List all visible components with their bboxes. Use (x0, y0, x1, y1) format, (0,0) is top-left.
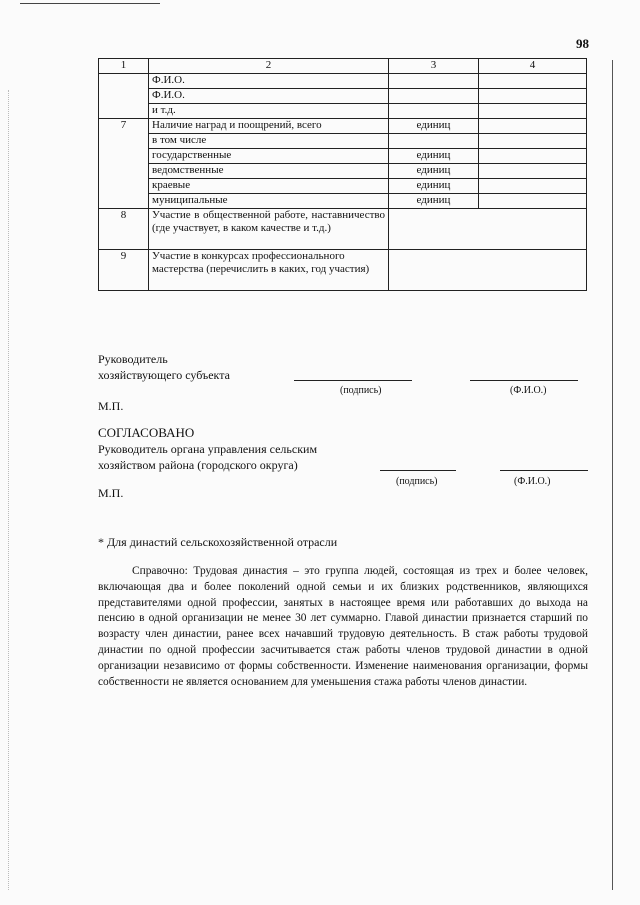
table-row (99, 74, 587, 89)
row-label: государственные (149, 149, 389, 164)
row-label: ведомственные (149, 164, 389, 179)
signature-line (380, 470, 456, 471)
dynasty-table (98, 58, 587, 291)
row-label: Ф.И.О. (149, 74, 389, 89)
row-value (479, 194, 587, 209)
num-cell-empty (99, 74, 149, 119)
row-value (479, 104, 587, 119)
row-number-9: 9 (99, 250, 149, 291)
row-value (479, 119, 587, 134)
row-value (389, 209, 587, 250)
signature-line (294, 380, 412, 381)
row-value (479, 179, 587, 194)
table-header-row (99, 59, 587, 74)
row-value (479, 134, 587, 149)
header-cell-4: 4 (479, 59, 587, 74)
table-row (99, 194, 587, 209)
row-value (479, 74, 587, 89)
table-row (99, 149, 587, 164)
signature-caption: (подпись) (340, 385, 382, 396)
fio-caption: (Ф.И.О.) (514, 476, 551, 487)
stamp-mark: М.П. (98, 399, 124, 413)
row-label: Участие в общественной работе, наставничество (где участвует, в каком качестве и т.д.) (149, 209, 389, 250)
reference-paragraph: Справочно: Трудовая династия – это группа людей, состоящая из трех и более человек, включающая два и более поколений одной семьи и их близких родственников, являющихся представителями одной профессии, занятых в настоящее время или работавших до выхода на пенсию в одной организации не менее 30 лет суммарно. Главой династии признается старший по возрасту член династии, ранее всех начавший трудовую деятельность. В стаж работы трудовой династии по одной профессии засчитывается стаж работы членов трудовой династии в одной организации независимо от формы собственности. Изменение наименования организации, формы собственности не является основанием для уменьшения стажа работы членов династии. (98, 565, 588, 688)
row-unit (389, 104, 479, 119)
row-value (479, 164, 587, 179)
table-row (99, 89, 587, 104)
row-value (479, 149, 587, 164)
table-row (99, 164, 587, 179)
scan-edge-right (612, 60, 613, 890)
row-unit: единиц (389, 164, 479, 179)
page-number: 98 (576, 36, 589, 51)
header-cell-2: 2 (149, 59, 389, 74)
row-unit: единиц (389, 179, 479, 194)
signer-title-line1: Руководитель (98, 352, 168, 366)
signer-title-line2: хозяйствующего субъекта (98, 368, 230, 382)
table-row (99, 179, 587, 194)
table-row (99, 104, 587, 119)
row-label: Участие в конкурсах профессионального мастерства (перечислить в каких, год участия) (149, 250, 389, 291)
scan-edge-left (8, 90, 9, 890)
fio-caption: (Ф.И.О.) (510, 385, 547, 396)
row-label: и т.д. (149, 104, 389, 119)
table-row (99, 250, 587, 291)
row-label: в том числе (149, 134, 389, 149)
row-unit (389, 74, 479, 89)
row-unit (389, 89, 479, 104)
signature-caption: (подпись) (396, 476, 438, 487)
row-unit: единиц (389, 149, 479, 164)
row-number-8: 8 (99, 209, 149, 250)
top-rule (20, 3, 160, 4)
row-unit: единиц (389, 194, 479, 209)
row-label: Ф.И.О. (149, 89, 389, 104)
fio-line (500, 470, 588, 471)
row-value (389, 250, 587, 291)
table-row (99, 134, 587, 149)
table-row (99, 119, 587, 134)
row-value (479, 89, 587, 104)
stamp-mark: М.П. (98, 486, 124, 500)
row-label: муниципальные (149, 194, 389, 209)
approval-heading: СОГЛАСОВАНО (98, 425, 195, 440)
row-label: краевые (149, 179, 389, 194)
approver-title-line2: хозяйством района (городского округа) (98, 458, 298, 472)
header-cell-3: 3 (389, 59, 479, 74)
row-unit (389, 134, 479, 149)
row-unit: единиц (389, 119, 479, 134)
fio-line (470, 380, 578, 381)
row-label: Наличие наград и поощрений, всего (149, 119, 389, 134)
table-row (99, 209, 587, 250)
approver-title-line1: Руководитель органа управления сельским (98, 442, 318, 456)
footnote: * Для династий сельскохозяйственной отрасли (98, 535, 338, 549)
header-cell-1: 1 (99, 59, 149, 74)
row-number-7: 7 (99, 119, 149, 209)
